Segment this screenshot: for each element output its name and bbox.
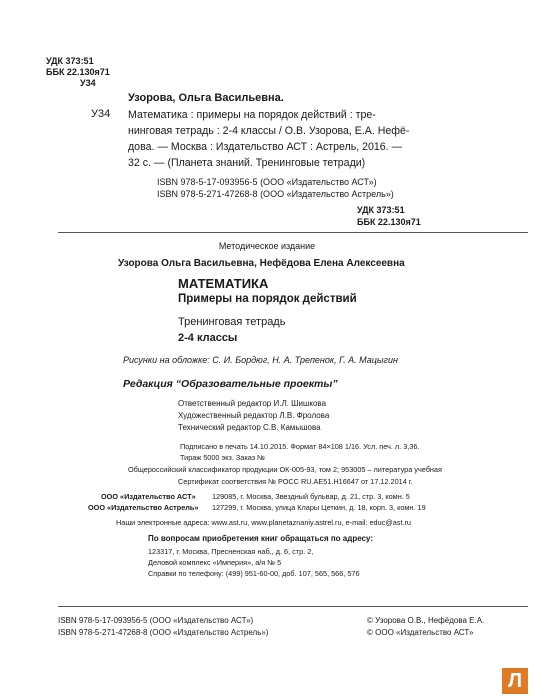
book-subtitle: Примеры на порядок действий bbox=[178, 293, 357, 305]
book-title: МАТЕМАТИКА bbox=[178, 276, 269, 291]
catalog-isbn-astrel: ISBN 978-5-271-47268-8 (ООО «Издательство Астрель») bbox=[157, 189, 394, 199]
catalog-line: 32 с. — (Планета знаний. Тренинговые тетради) bbox=[128, 157, 366, 169]
catalog-line: Математика : примеры на порядок действий : тре- bbox=[128, 109, 376, 121]
staff-line: Художественный редактор Л.В. Фролова bbox=[178, 411, 330, 420]
staff-line: Ответственный редактор И.Л. Шишкова bbox=[178, 399, 327, 408]
header-bbk: ББК 22.130я71 bbox=[46, 67, 110, 77]
book-grades: 2-4 классы bbox=[178, 332, 238, 344]
publisher-address: 129085, г. Москва, Звездный бульвар, д. 21, стр. 3, комн. 5 bbox=[212, 492, 410, 501]
edition-type: Методическое издание bbox=[218, 241, 316, 251]
catalog-udk-right: УДК 373:51 bbox=[357, 205, 405, 215]
emails: Наши электронные адреса: www.ast.ru, www.planetaznaniy.astrel.ru, e-mail: educ@ast.ru bbox=[116, 518, 411, 527]
catalog-line: дова. — Москва : Издательство АСТ : Астрель, 2016. — bbox=[128, 141, 403, 153]
catalog-code-left: У34 bbox=[91, 108, 111, 120]
print-run: Тираж 5000 экз. Заказ № bbox=[180, 453, 265, 462]
footer-isbn-ast: ISBN 978-5-17-093956-5 (ООО «Издательство АСТ») bbox=[58, 616, 254, 625]
divider-bottom bbox=[58, 606, 528, 607]
purchase-line: Справки по телефону: (499) 951-60-00, доб. 107, 565, 566, 576 bbox=[148, 569, 360, 578]
catalog-bbk-right: ББК 22.130я71 bbox=[357, 217, 421, 227]
catalog-author: Узорова, Ольга Васильевна. bbox=[128, 92, 284, 104]
publisher-address: 127299, г. Москва, улица Клары Цеткин, д. 18, корп. 3, комн. 19 bbox=[212, 503, 426, 512]
certificate: Сертификат соответствия № РОСС RU.АЕ51.Н16647 от 17.12.2014 г. bbox=[178, 477, 413, 486]
divider-top bbox=[58, 232, 528, 233]
footer-copyright-publisher: © ООО «Издательство АСТ» bbox=[367, 628, 474, 637]
header-udk: УДК 373:51 bbox=[46, 56, 94, 66]
catalog-description bbox=[128, 107, 409, 171]
header-code: У34 bbox=[80, 78, 96, 88]
footer-isbn-astrel: ISBN 978-5-271-47268-8 (ООО «Издательство Астрель») bbox=[58, 628, 269, 637]
editorial-office: Редакция “Образовательные проекты” bbox=[123, 378, 338, 390]
publisher-name: ООО «Издательство АСТ» bbox=[101, 492, 196, 501]
editorial-staff bbox=[178, 398, 329, 434]
purchase-line: 123317, г. Москва, Пресненская наб., д. 6, стр. 2, bbox=[148, 547, 314, 556]
footer-copyright-authors: © Узорова О.В., Нефёдова Е.А. bbox=[367, 616, 485, 625]
staff-line: Технический редактор С.В. Камышова bbox=[178, 423, 321, 432]
publisher-name: ООО «Издательство Астрель» bbox=[88, 503, 199, 512]
catalog-line: нинговая тетрадь : 2-4 классы / О.В. Узорова, Е.А. Нефё- bbox=[128, 125, 410, 137]
purchase-heading: По вопросам приобретения книг обращаться по адресу: bbox=[148, 534, 373, 543]
cover-art-credit: Рисунки на обложке: С. И. Бордюг, Н. А. Трепенок, Г. А. Мацыгин bbox=[123, 355, 398, 365]
purchase-info bbox=[148, 546, 360, 579]
print-signed: Подписано в печать 14.10.2015. Формат 84×108 1/16. Усл. печ. л. 3,36. bbox=[180, 442, 420, 451]
purchase-line: Деловой комплекс «Империя», а/я № 5 bbox=[148, 558, 282, 567]
catalog-isbn-ast: ISBN 978-5-17-093956-5 (ООО «Издательство АСТ») bbox=[157, 177, 377, 187]
book-kind: Тренинговая тетрадь bbox=[178, 316, 286, 328]
publisher-logo-icon: Л bbox=[502, 668, 528, 694]
classifier: Общероссийский классификатор продукции ОК-005-93, том 2; 953005 – литература учебная bbox=[128, 465, 442, 474]
authors: Узорова Ольга Васильевна, Нефёдова Елена Алексеевна bbox=[118, 258, 405, 269]
